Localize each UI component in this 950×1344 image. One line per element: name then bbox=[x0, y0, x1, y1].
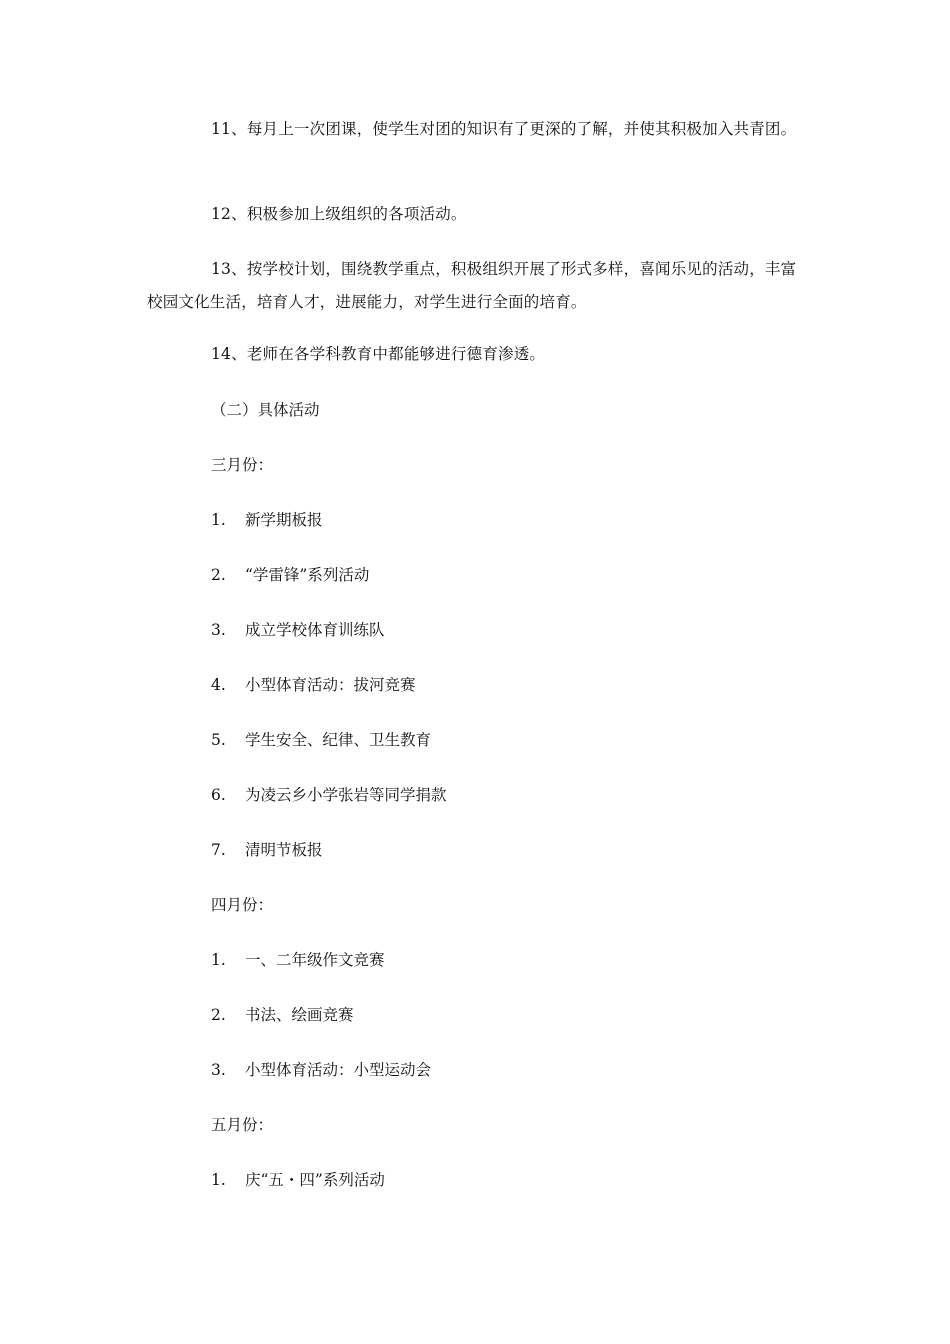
list-item-number: 3. bbox=[211, 1061, 226, 1079]
list-item-text: 清明节板报 bbox=[245, 841, 323, 859]
list-item bbox=[211, 728, 431, 752]
month-label-april: 四月份： bbox=[211, 896, 274, 914]
list-item-number: 4. bbox=[211, 676, 226, 694]
list-item-text: 书法、绘画竞赛 bbox=[245, 1006, 354, 1024]
list-item-text: 成立学校体育训练队 bbox=[245, 621, 385, 639]
list-item bbox=[211, 783, 447, 807]
list-item-number: 6. bbox=[211, 786, 226, 804]
list-item-text: 一、二年级作文竞赛 bbox=[245, 951, 385, 969]
list-item bbox=[211, 1003, 354, 1027]
list-item-text: “学雷锋”系列活动 bbox=[245, 566, 370, 584]
list-item-number: 1. bbox=[211, 511, 226, 529]
list-item bbox=[211, 1168, 385, 1192]
list-item-number: 2. bbox=[211, 1006, 226, 1024]
list-item-number: 5. bbox=[211, 731, 226, 749]
list-item-text: 小型体育活动：拔河竞赛 bbox=[245, 676, 416, 694]
month-label-march: 三月份： bbox=[211, 456, 274, 474]
list-item-number: 1. bbox=[211, 1171, 226, 1189]
paragraph-13: 13、按学校计划，围绕教学重点，积极组织开展了形式多样，喜闻乐见的活动，丰富校园文化生活，培育人才，进展能力，对学生进行全面的培育。 bbox=[147, 260, 797, 311]
list-item bbox=[211, 563, 369, 587]
list-item-number: 2. bbox=[211, 566, 226, 584]
list-item bbox=[211, 948, 385, 972]
list-item-text: 新学期板报 bbox=[245, 511, 323, 529]
list-item bbox=[211, 673, 416, 697]
month-label-may: 五月份： bbox=[211, 1116, 274, 1134]
list-item-text: 为凌云乡小学张岩等同学捐款 bbox=[245, 786, 447, 804]
list-item bbox=[211, 1058, 431, 1082]
list-item-text: 庆“五・四”系列活动 bbox=[245, 1171, 385, 1189]
list-item-number: 1. bbox=[211, 951, 226, 969]
paragraph-12: 12、积极参加上级组织的各项活动。 bbox=[211, 205, 467, 223]
paragraph-11: 11、每月上一次团课，使学生对团的知识有了更深的了解，并使其积极加入共青团。 bbox=[211, 120, 797, 138]
section-heading: （二）具体活动 bbox=[211, 401, 320, 419]
list-item-number: 3. bbox=[211, 621, 226, 639]
list-item bbox=[211, 838, 323, 862]
list-item-text: 学生安全、纪律、卫生教育 bbox=[245, 731, 432, 749]
list-item bbox=[211, 618, 385, 642]
list-item-number: 7. bbox=[211, 841, 226, 859]
paragraph-14: 14、老师在各学科教育中都能够进行德育渗透。 bbox=[211, 345, 546, 363]
list-item-text: 小型体育活动：小型运动会 bbox=[245, 1061, 432, 1079]
list-item bbox=[211, 508, 323, 532]
